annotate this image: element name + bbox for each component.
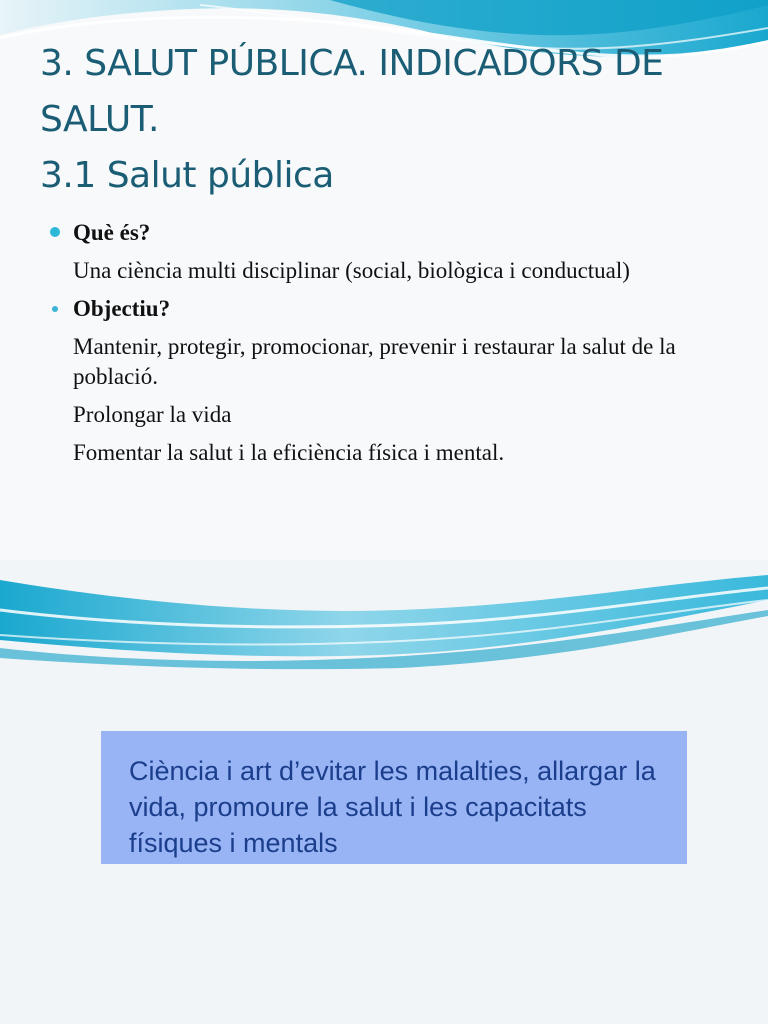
bullet-heading: Què és? [73, 220, 151, 245]
bullet-item-que-es [48, 218, 738, 248]
bullet-dot-icon [52, 306, 58, 312]
bullet-text: Una ciència multi disciplinar (social, biològica i conductual) [73, 258, 630, 283]
title-line-2: SALUT. [40, 99, 159, 140]
bullet-item-objectiu [48, 294, 738, 324]
bullet-text: Prolongar la vida [73, 402, 232, 427]
bullet-text: Fomentar la salut i la eficiència física i mental. [73, 440, 505, 465]
definition-box [101, 731, 687, 864]
bullet-heading: Objectiu? [73, 296, 171, 321]
slide-title [40, 36, 740, 204]
bullet-text: Mantenir, protegir, promocionar, prevenir i restaurar la salut de la població. [73, 334, 676, 389]
decorative-wave-bottom [0, 570, 768, 670]
title-line-1: 3. SALUT PÚBLICA. INDICADORS DE [40, 43, 664, 84]
bullet-dot-icon [50, 227, 60, 237]
definition-text: Ciència i art d’evitar les malalties, allargar la vida, promoure la salut i les capacitats físiques i mentals [129, 756, 656, 858]
bullet-list [48, 218, 738, 476]
subtitle: 3.1 Salut pública [40, 155, 334, 196]
